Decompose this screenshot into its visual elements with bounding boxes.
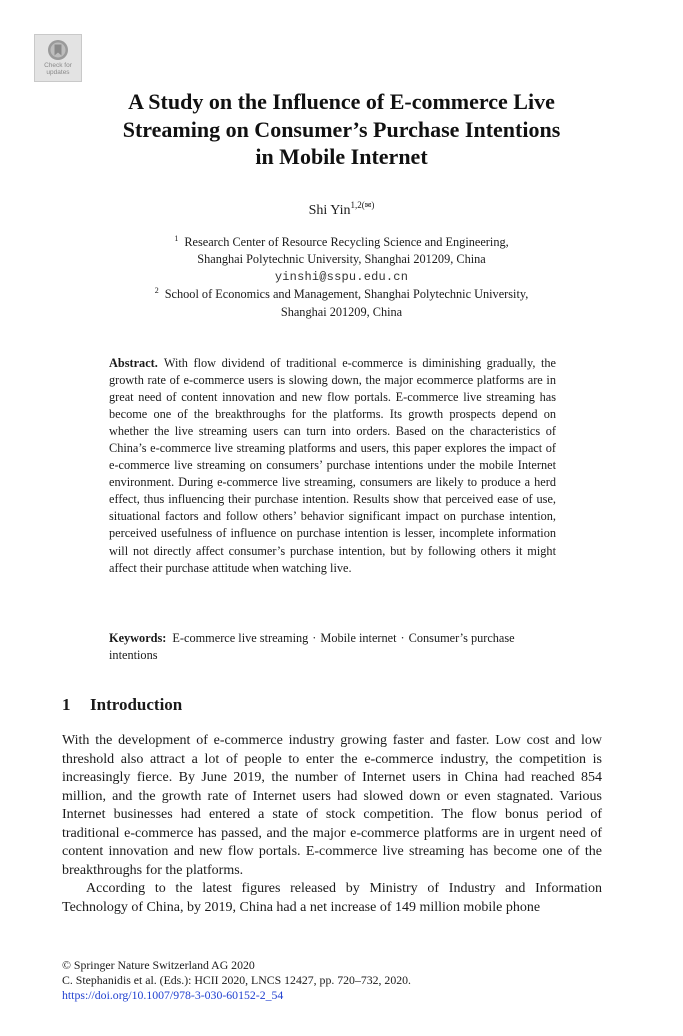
abstract-text: With flow dividend of traditional e-commerce is diminishing gradually, the growth rate of e-commerce users is slowing down, the major ecommerce platforms are in great need of content innovation and new flow portals. E-commerce live streaming has become one of the breakthroughs for the platforms. Its growth prospects depend on whether the live streaming users can turn into orders. Based on the characteristics of China’s e-commerce live streaming platforms and users, this paper explores the impact of e-commerce live streaming on consumers’ purchase intentions under the mobile Internet environment. During e-commerce live streaming, consumers are likely to produce a herd effect, thus influencing their purchase intention. Results show that perceived ease of use, situational factors and follow others’ behavior significant impact on purchase intention, perceived usefulness of influence on purchase intention is lesser, incomplete information will not directly affect consumer’s purchase intention, but by following others it might affect their purchase attitude when watching live. — [109, 356, 556, 575]
paper-title — [60, 88, 623, 171]
title-line-3: in Mobile Internet — [255, 144, 428, 169]
keywords — [109, 630, 556, 664]
keyword-separator: · — [400, 631, 405, 645]
footer — [62, 958, 411, 1003]
keyword: Consumer’s purchase intentions — [109, 631, 515, 663]
author — [0, 202, 683, 220]
affiliation-line: Research Center of Resource Recycling Science and Engineering, — [184, 235, 509, 249]
superscript-close: ) — [371, 200, 375, 210]
section-number: 1 — [62, 695, 71, 714]
check-for-updates-badge[interactable] — [34, 34, 82, 82]
keywords-label: Keywords: — [109, 631, 167, 645]
affiliation-number: 2 — [154, 286, 159, 296]
section-title: Introduction — [90, 695, 183, 714]
affiliation-2 — [0, 286, 683, 321]
title-line-1: A Study on the Influence of E-commerce Live — [128, 89, 555, 114]
paragraph: According to the latest figures released by Ministry of Industry and Information Technology of China, by 2019, China had a net increase of 149 million mobile phone — [62, 881, 602, 915]
body-text — [62, 732, 602, 917]
affiliation-number: 1 — [174, 234, 179, 243]
keyword-separator: · — [312, 631, 317, 645]
affiliation-line: School of Economics and Management, Shanghai Polytechnic University, — [164, 287, 529, 302]
keyword: Mobile internet — [320, 631, 397, 645]
affiliation-refs: 1,2( — [350, 200, 365, 210]
keyword: E-commerce live streaming — [172, 631, 309, 645]
badge-label — [35, 63, 81, 76]
abstract-label: Abstract. — [109, 356, 158, 370]
affiliation-1 — [0, 234, 683, 286]
envelope-icon[interactable]: ✉ — [364, 201, 372, 210]
paragraph: With the development of e-commerce industry growing faster and faster. Low cost and low threshold also attract a lot of people to enter the e-commerce industry, the competition is increasingly fierce. By June 2019, the number of Internet users in China had reached 854 million, and the growth rate of Internet users had slowed down or even stagnated. Various Internet businesses had entered a state of stock competition. The flow bonus period of traditional e-commerce has passed, and the major e-commerce platforms are in urgent need of content innovation and new flow portals. E-commerce live streaming has become one of the breakthroughs for the platforms. — [62, 733, 602, 878]
doi-link[interactable]: https://doi.org/10.1007/978-3-030-60152-2_54 — [62, 988, 284, 1002]
citation: C. Stephanidis et al. (Eds.): HCII 2020, LNCS 12427, pp. 720–732, 2020. — [62, 973, 411, 987]
abstract — [109, 355, 556, 577]
affiliations — [0, 234, 683, 321]
affiliation-line: Shanghai Polytechnic University, Shanghai 201209, China — [197, 252, 486, 267]
author-email[interactable]: yinshi@sspu.edu.cn — [274, 269, 409, 284]
author-name: Shi Yin — [308, 203, 351, 218]
author-superscript — [350, 200, 374, 210]
copyright: © Springer Nature Switzerland AG 2020 — [62, 958, 255, 972]
bookmark-ribbon-icon — [47, 39, 69, 61]
title-line-2: Streaming on Consumer’s Purchase Intentions — [122, 116, 561, 142]
affiliation-line: Shanghai 201209, China — [280, 304, 403, 319]
badge-line-2: updates — [46, 68, 70, 76]
badge-line-1: Check for — [44, 62, 72, 69]
section-heading — [62, 694, 182, 716]
